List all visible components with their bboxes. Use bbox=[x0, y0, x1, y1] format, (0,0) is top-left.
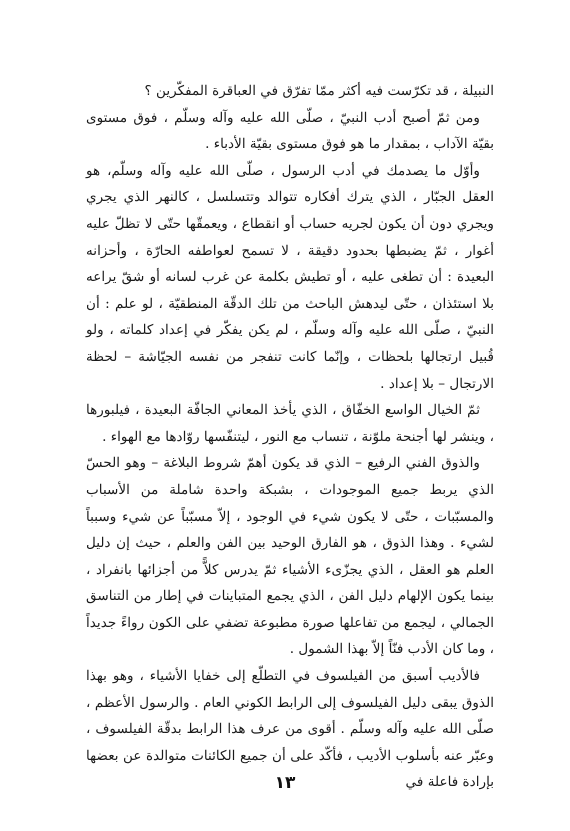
body-text bbox=[86, 78, 494, 796]
paragraph-2: ومن ثمّ أصبح أدب النبيّ ، صلّى الله عليه وآله وسلّم ، فوق مستوى بقيّة الآداب ، بمقدار ما هو فوق مستوى بقيّة الأدباء . bbox=[86, 109, 494, 153]
page-number: ١٣ bbox=[274, 773, 296, 793]
paragraph-5: والذوق الفني الرفيع – الذي قد يكون أهمّ شروط البلاغة – وهو الحسّ الذي يربط جميع الموجودات ، بشبكة واحدة شاملة من الأسباب والمسبّبات ، حتّى لا يكون شيء في الوجود ، إلاّ مسبّباً عن شيء وسبباً لشيء . وهذا الذوق ، هو الفارق الوحيد بين الفن والعلم ، حيث إن دليل العلم هو العقل ، الذي يجزّىء الأشياء ثمّ يدرس كلاًّ من أجزائها بانفراد ، بينما يكون الإلهام دليل الفن ، الذي يجمع المتباينات في إطار من التناسق الجمالي ، ليجمع من تفاعلها صورة مطبوعة تضفي على الكون رواءً جديداً ، وما كان الأدب فنّاً إلاّ بهذا الشمول . bbox=[86, 455, 494, 658]
paragraph-6: فالأديب أسبق من الفيلسوف في التطلّع إلى خفايا الأشياء ، وهو بهذا الذوق يبقى دليل الفيلسوف إلى الرابط الكوني العام . والرسول الأعظم ، صلّى الله عليه وآله وسلّم . أقوى من عرف هذا الرابط بدقّة الفيلسوف ، وعبّر عنه بأسلوب الأديب ، فأكّد على أن جميع الكائنات متوالدة عن بعضها بإرادة فاعلة في bbox=[86, 668, 494, 791]
paragraph-3: وأوّل ما يصدمك في أدب الرسول ، صلّى الله عليه وآله وسلّم، هو العقل الجبّار ، الذي يترك أفكاره تتوالد وتتسلسل ، كالنهر الذي يجري ويجري دون أن يكون لجريه حساب أو انقطاع ، ويعمقّها حتّى لا تظلّ عليه أغوار ، ثمّ يضبطها بحدود دقيقة ، لا تسمح لعواطفه الحارّة ، وأحزانه البعيدة : أن تطغى عليه ، أو تطيش بكلمة عن غرب لسانه أو شقّ يراعه بلا استئذان ، حتّى ليدهش الباحث من تلك الدقّة المنطقيّة ، لو علم : أن النبيّ ، صلّى الله عليه وآله وسلّم ، لم يكن يفكّر في إعداد كلماته ، ولو قُبيل ارتجالها بلحظات ، وإنّما كانت تنفجر من نفسه الجيّاشة – لحظة الارتجال – بلا إعداد . bbox=[86, 162, 494, 392]
paragraph-4: ثمّ الخيال الواسع الخفّاق ، الذي يأخذ المعاني الجافّة البعيدة ، فيلبورها ، وينشر لها أجنحة ملوّنة ، تنساب مع النور ، ليتنفّسها روّادها مع الهواء . bbox=[86, 402, 494, 445]
paragraph-1: النبيلة ، قد تكرّست فيه أكثر ممّا تفرّق في العباقرة المفكّرين ؟ bbox=[144, 83, 494, 99]
